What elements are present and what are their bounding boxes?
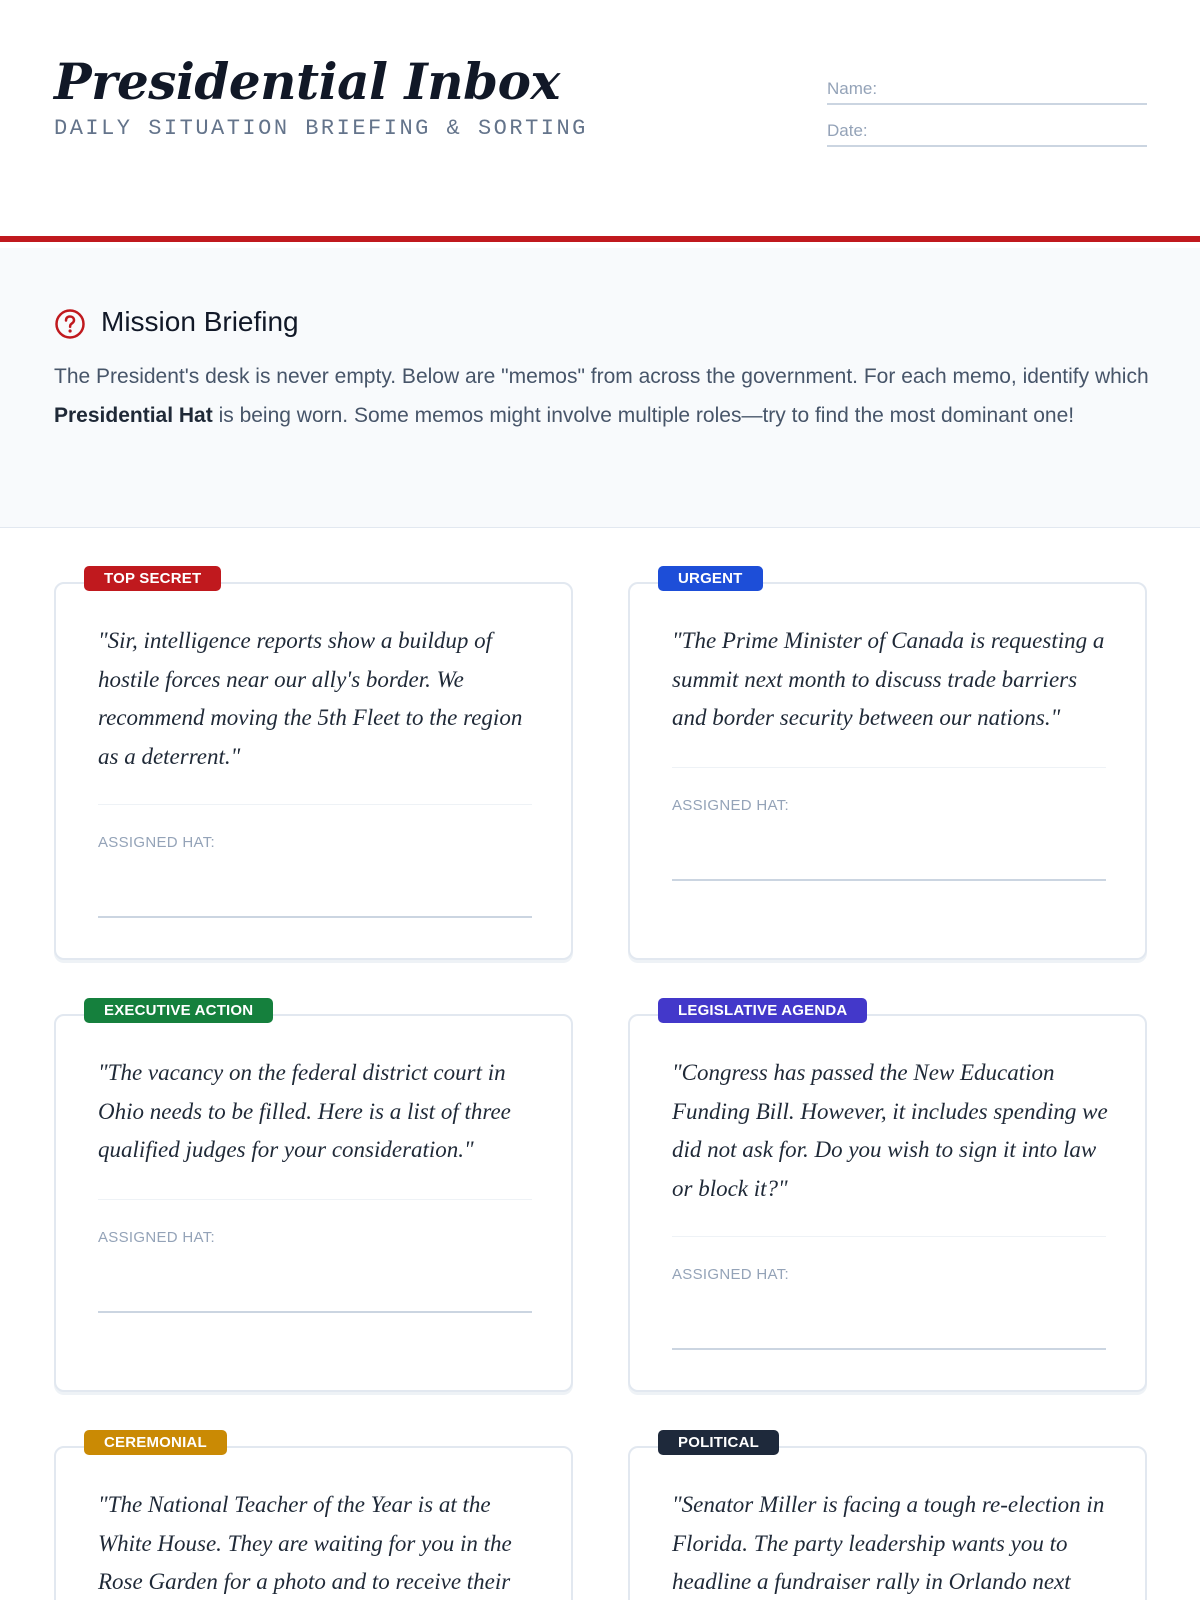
memo-quote: "The National Teacher of the Year is at the White House. They are waiting for you in the Rose Garden for a photo and to receive their: [98, 1492, 512, 1594]
memo-tag: TOP SECRET: [84, 566, 221, 591]
memo-card: [628, 1002, 1147, 1392]
name-field[interactable]: [827, 75, 1147, 105]
memo-divider: [672, 767, 1106, 768]
name-label: Name:: [827, 79, 878, 98]
memo-tag: POLITICAL: [658, 1430, 779, 1455]
memo-tag: EXECUTIVE ACTION: [84, 998, 273, 1023]
memo-card: [628, 1434, 1147, 1600]
question-circle-icon: [54, 308, 86, 340]
memo-card: [628, 570, 1147, 960]
assigned-hat-answer-line[interactable]: [672, 879, 1106, 881]
assigned-hat-answer-line[interactable]: [672, 1348, 1106, 1350]
memo-divider: [672, 1236, 1106, 1237]
assigned-hat-answer-line[interactable]: [98, 1311, 532, 1313]
briefing-title: Mission Briefing: [101, 306, 299, 337]
assigned-hat-label: ASSIGNED HAT:: [672, 1266, 789, 1283]
memo-quote: "The Prime Minister of Canada is requesting a summit next month to discuss trade barriers and border security between our nations.": [672, 628, 1105, 730]
date-label: Date:: [827, 121, 868, 140]
memo-card: [54, 1434, 573, 1600]
assigned-hat-label: ASSIGNED HAT:: [98, 1229, 215, 1246]
memo-card: [54, 570, 573, 960]
memo-quote: "Sir, intelligence reports show a buildup of hostile forces near our ally's border. We recommend moving the 5th Fleet to the region as a deterrent.": [98, 628, 523, 769]
memo-tag: URGENT: [658, 566, 763, 591]
memo-quote: "Congress has passed the New Education Funding Bill. However, it includes spending we did not ask for. Do you wish to sign it into law or block it?": [672, 1060, 1108, 1201]
memo-quote: "The vacancy on the federal district court in Ohio needs to be filled. Here is a list of three qualified judges for your consideration.": [98, 1060, 511, 1162]
page-title: Presidential Inbox: [54, 52, 560, 111]
presidential-hat-emphasis: Presidential Hat: [54, 403, 213, 427]
briefing-text: The President's desk is never empty. Below are "memos" from across the government. For each memo, identify which Presidential Hat is being worn. Some memos might involve multiple roles—try to find the most dominant one!: [54, 365, 1149, 427]
memo-divider: [98, 804, 532, 805]
memo-tag: CEREMONIAL: [84, 1430, 227, 1455]
memo-tag: LEGISLATIVE AGENDA: [658, 998, 867, 1023]
memo-quote: "Senator Miller is facing a tough re-election in Florida. The party leadership wants you to headline a fundraiser rally in Orlando next: [672, 1492, 1105, 1594]
memo-card: [54, 1002, 573, 1392]
memo-divider: [98, 1199, 532, 1200]
assigned-hat-label: ASSIGNED HAT:: [98, 834, 215, 851]
date-field[interactable]: [827, 117, 1147, 147]
worksheet-header: [0, 0, 1200, 242]
assigned-hat-label: ASSIGNED HAT:: [672, 797, 789, 814]
page-subtitle: DAILY SITUATION BRIEFING & SORTING: [54, 116, 588, 141]
mission-briefing: [0, 248, 1200, 528]
assigned-hat-answer-line[interactable]: [98, 916, 532, 918]
